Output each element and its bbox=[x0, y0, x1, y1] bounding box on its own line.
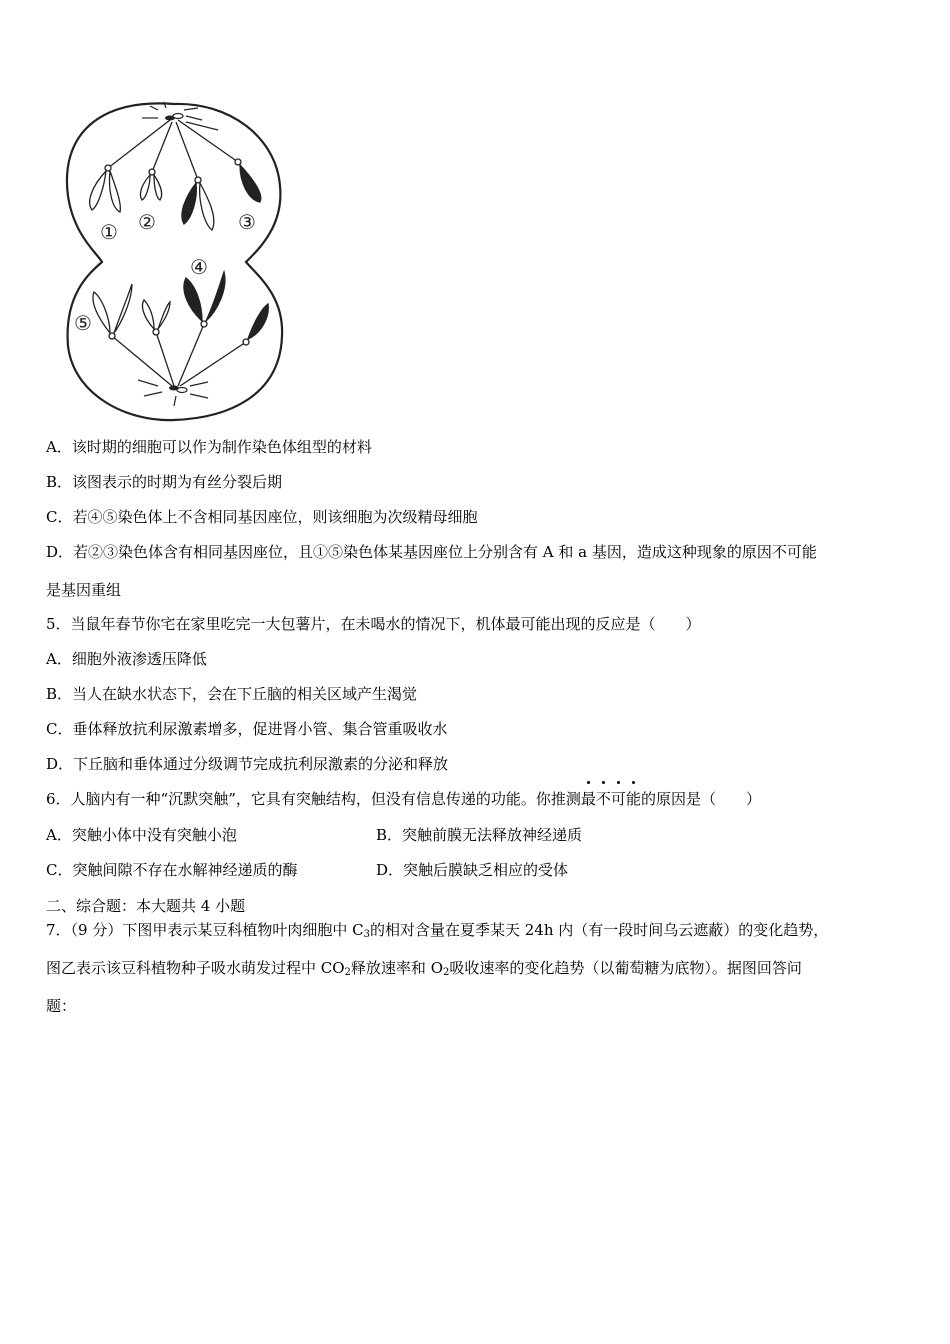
q6-emphasis-1: 最 bbox=[580, 790, 596, 808]
q6-option-b: B．突触前膜无法释放神经递质 bbox=[376, 826, 583, 844]
bottom-spindle-fibers bbox=[112, 324, 246, 386]
q5-stem: 5．当鼠年春节你宅在家里吃完一大包薯片，在未喝水的情况下，机体最可能出现的反应是（ ） bbox=[46, 615, 701, 633]
q7-line1-b: 的相对含量在夏季某天 24h 内（有一段时间乌云遮蔽）的变化趋势， bbox=[369, 921, 829, 939]
q6-option-c: C．突触间隙不存在水解神经递质的酶 bbox=[46, 861, 298, 879]
q5-option-d: D．下丘脑和垂体通过分级调节完成抗利尿激素的分泌和释放 bbox=[46, 755, 449, 773]
label-5: ⑤ bbox=[74, 311, 92, 335]
chromosome-5 bbox=[93, 284, 132, 339]
q5-option-c: C．垂体释放抗利尿激素增多，促进肾小管、集合管重吸收水 bbox=[46, 720, 448, 738]
q7-line1 bbox=[46, 920, 828, 940]
chromosome-2 bbox=[140, 169, 161, 200]
q6-stem-pre: 6．人脑内有一种“沉默突触”，它具有突触结构，但没有信息传递的功能。你推测 bbox=[46, 790, 581, 808]
chromosome-3 bbox=[235, 159, 261, 202]
q7-line1-a: 7．（9 分）下图甲表示某豆科植物叶肉细胞中 C bbox=[46, 921, 364, 939]
chromosome-bottom-right bbox=[243, 304, 268, 345]
chromosome-1 bbox=[90, 165, 121, 212]
q6-emphasis-2: 不 bbox=[595, 790, 611, 808]
q5-option-a: A．细胞外液渗透压降低 bbox=[46, 650, 207, 668]
cell-membrane bbox=[67, 103, 282, 420]
q6-emphasis-4: 能 bbox=[625, 790, 641, 808]
q4-option-a: A．该时期的细胞可以作为制作染色体组型的材料 bbox=[46, 438, 372, 456]
q7-co2-subscript: 2 bbox=[344, 967, 351, 978]
chromosome-big-dark bbox=[182, 177, 214, 230]
q4-option-d-line2: 是基因重组 bbox=[46, 581, 122, 599]
q6-stem-post: 的原因是（ ） bbox=[640, 790, 761, 808]
q7-o2-subscript: 2 bbox=[443, 967, 450, 978]
q7-c3-subscript: 3 bbox=[363, 929, 370, 940]
chromosome-4 bbox=[184, 272, 225, 327]
q6-stem bbox=[46, 789, 761, 809]
label-2: ② bbox=[138, 210, 156, 234]
q6-emphasis-3: 可 bbox=[610, 790, 626, 808]
chromosome-small-bottom bbox=[142, 300, 170, 335]
q4-option-d-line1: D．若②③染色体含有相同基因座位，且①⑤染色体某基因座位上分别含有 A 和 a 基因，造成这种现象的原因不可能 bbox=[46, 543, 817, 561]
q6-option-d: D．突触后膜缺乏相应的受体 bbox=[376, 861, 569, 879]
top-spindle-fibers bbox=[108, 120, 238, 180]
section-2-title: 二、综合题：本大题共 4 小题 bbox=[46, 897, 246, 915]
q6-option-a: A．突触小体中没有突触小泡 bbox=[46, 826, 237, 844]
label-4: ④ bbox=[190, 255, 208, 279]
q7-line2 bbox=[46, 958, 802, 978]
q5-option-b: B．当人在缺水状态下，会在下丘脑的相关区域产生渴觉 bbox=[46, 685, 418, 703]
label-3: ③ bbox=[238, 210, 256, 234]
q4-option-c: C．若④⑤染色体上不含相同基因座位，则该细胞为次级精母细胞 bbox=[46, 508, 478, 526]
q7-line2-c: 吸收速率的变化趋势（以葡萄糖为底物）。据图回答问 bbox=[449, 959, 802, 977]
cell-division-diagram bbox=[58, 96, 290, 426]
label-1: ① bbox=[100, 220, 118, 244]
q7-line2-b: 释放速率和 O bbox=[350, 959, 443, 977]
q7-line2-a: 图乙表示该豆科植物种子吸水萌发过程中 CO bbox=[46, 959, 345, 977]
q4-option-b: B．该图表示的时期为有丝分裂后期 bbox=[46, 473, 283, 491]
q7-line3: 题： bbox=[46, 997, 77, 1015]
